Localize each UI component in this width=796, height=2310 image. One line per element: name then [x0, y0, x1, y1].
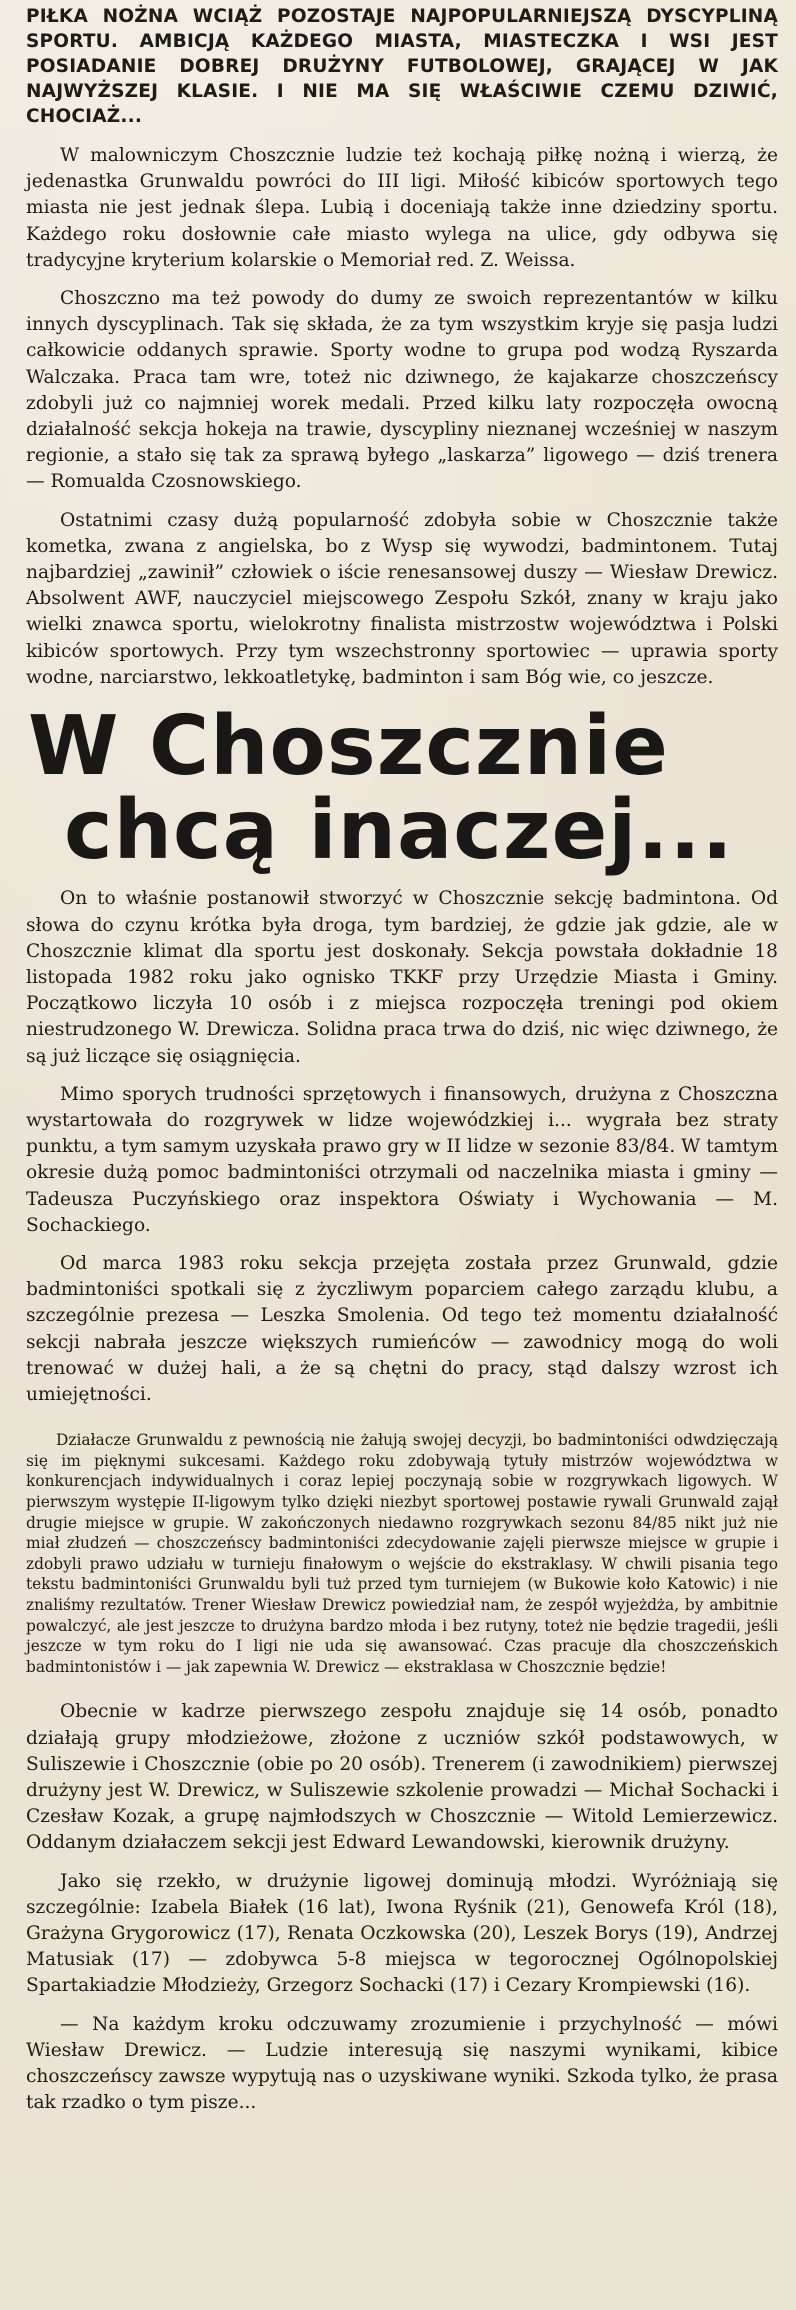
small-print-paragraph: Działacze Grunwaldu z pewnością nie żałują swojej decyzji, bo badmintoniści odwdzięczają się im pięknymi sukcesami. Każdego roku zdobywają tytuły mistrzów województwa w konkurencjach indywidualnych i coraz lepiej poczynają sobie w rozgrywkach ligowych. W pierwszym występie II-ligowym tylko dzięki niezbyt sportowej postawie rywali Grunwald zajął drugie miejsce w grupie. W zakończonych niedawno rozgrywkach sezonu 84/85 nikt już nie miał złudzeń — choszczeńscy badmintoniści zdecydowanie zajęli pierwsze miejsce w grupie i zdobyli prawo udziału w turnieju finałowym o wejście do ekstraklasy. W chwili pisania tego tekstu badmintoniści Grunwaldu byli tuż przed tym turniejem (w Bukowie koło Katowic) i nie znaliśmy rezultatów. Trener Wiesław Drewicz powiedział nam, że zespół wyjeżdża, by ambitnie powalczyć, ale jest jeszcze to drużyna bardzo młoda i bez rutyny, toteż nie będzie tragedii, jeśli jeszcze w tym roku do I ligi nie uda się awansować. Czas pracuje dla choszczeńskich badmintonistów i — jak zapewnia W. Drewicz — ekstraklasa w Choszcznie będzie! [26, 1431, 778, 1676]
body-paragraph: On to właśnie postanowił stworzyć w Choszcznie sekcję badmintona. Od słowa do czynu krótka była droga, tym bardziej, że gdzie jak gdzie, ale w Choszcznie klimat dla sportu jest doskonały. Sekcja powstała dokładnie 18 listopada 1982 roku jako ognisko TKKF przy Urzędzie Miasta i Gminy. Początkowo liczyła 10 osób i z miejsca rozpoczęła treningi pod okiem niestrudzonego W. Drewicza. Solidna praca trwa do dziś, nic więc dziwnego, że są już liczące się osiągnięcia. [26, 888, 778, 1067]
intro-paragraph: Ostatnimi czasy dużą popularność zdobyła sobie w Choszcznie także kometka, zwana z angielska, bo z Wysp się wywodzi, badmintonem. Tutaj najbardziej „zawinił” człowiek o iście renesansowej duszy — Wiesław Drewicz. Absolwent AWF, nauczyciel miejscowego Zespołu Szkół, znany w kraju jako wielki znawca sportu, wielokrotny finalista mistrzostw województwa i Polski kibiców sportowych. Przy tym wszechstronny sportowiec — uprawia sporty wodne, narciarstwo, lekkoatletykę, badminton i sam Bóg wie, co jeszcze. [26, 509, 778, 688]
article-headline [26, 699, 778, 878]
intro-paragraph: Choszczno ma też powody do dumy ze swoich reprezentantów w kilku innych dyscyplinach. Tak się składa, że za tym wszystkim kryje się pasja ludzi całkowicie oddanych sprawie. Sporty wodne to grupa pod wodzą Ryszarda Walczaka. Praca tam wre, toteż nic dziwnego, że kajakarze choszczeńscy zdobyli już co najmniej worek medali. Przed kilku laty rozpoczęła owocną działalność sekcja hokeja na trawie, dyscypliny nieznanej wcześniej w naszym regionie, a stało się tak za sprawą byłego „laskarza” ligowego — dziś trenera — Romualda Czosnowskiego. [26, 288, 778, 493]
body-paragraph: Mimo sporych trudności sprzętowych i finansowych, drużyna z Choszczna wystartowała do rozgrywek w lidze wojewódzkiej i... wygrała bez straty punktu, a tym samym uzyskała prawo gry w II lidze w sezonie 83/84. W tamtym okresie dużą pomoc badmintoniści otrzymali od naczelnika miasta i gminy — Tadeusza Puczyńskiego oraz inspektora Oświaty i Wychowania — M. Sochackiego. [26, 1083, 778, 1236]
headline-line-2: chcą inaczej... [64, 782, 734, 878]
intro-paragraph: W malowniczym Choszcznie ludzie też kochają piłkę nożną i wierzą, że jedenastka Grunwaldu powróci do III ligi. Miłość kibiców sportowych tego miasta nie jest jednak ślepa. Lubią i doceniają także inne dziedziny sportu. Każdego roku dosłownie całe miasto wylega na ulice, gdy odbywa się tradycyjne kryterium kolarskie o Memoriał red. Z. Weissa. [26, 145, 778, 271]
closing-paragraph: Obecnie w kadrze pierwszego zespołu znajduje się 14 osób, ponadto działają grupy młodzieżowe, złożone z uczniów szkół podstawowych, w Suliszewie i Choszcznie (obie po 20 osób). Trenerem (i zawodnikiem) pierwszej drużyny jest W. Drewicz, w Suliszewie szkolenie prowadzi — Michał Sochacki i Czesław Kozak, a grupę najmłodszych w Choszcznie — Witold Lemierzewicz. Oddanym działaczem sekcji jest Edward Lewandowski, kierownik drużyny. [26, 1701, 778, 1854]
body-paragraph: Od marca 1983 roku sekcja przejęta została przez Grunwald, gdzie badmintoniści spotkali się z życzliwym poparciem całego zarządu klubu, a szczególnie prezesa — Leszka Smolenia. Od tego też momentu działalność sekcji nabrała jeszcze większych rumieńców — zawodnicy mogą do woli trenować w dużej hali, a że są chętni do pracy, stąd dalszy wzrost ich umiejętności. [26, 1252, 778, 1405]
closing-paragraph: Jako się rzekło, w drużynie ligowej dominują młodzi. Wyróżniają się szczególnie: Izabela Białek (16 lat), Iwona Ryśnik (21), Genowefa Król (18), Grażyna Grygorowicz (17), Renata Oczkowska (20), Leszek Borys (19), Andrzej Matusiak (17) — zdobywca 5-8 miejsca w tegorocznej Ogólnopolskiej Spartakiadzie Młodzieży, Grzegorz Sochacki (17) i Cezary Krompiewski (16). [26, 1870, 778, 1997]
closing-paragraph: — Na każdym kroku odczuwamy zrozumienie i przychylność — mówi Wiesław Drewicz. — Ludzie interesują się naszymi wynikami, kibice choszczeńscy zawsze wypytują nas o uzyskiwane wyniki. Szkoda tylko, że prasa tak rzadko o tym pisze... [26, 2013, 778, 2114]
lead-paragraph: PIŁKA NOŻNA WCIĄŻ POZOSTAJE NAJPOPULARNIEJSZĄ DYSCYPLINĄ SPORTU. AMBICJĄ KAŻDEGO MIASTA, MIASTECZKA I WSI JEST POSIADANIE DOBREJ DRUŻYNY FUTBOLOWEJ, GRAJĄCEJ W JAK NAJWYŻSZEJ KLASIE. I NIE MA SIĘ WŁAŚCIWIE CZEMU DZIWIĆ, CHOCIAŻ... [26, 6, 778, 127]
headline-line-1: W Choszcznie [28, 699, 669, 795]
